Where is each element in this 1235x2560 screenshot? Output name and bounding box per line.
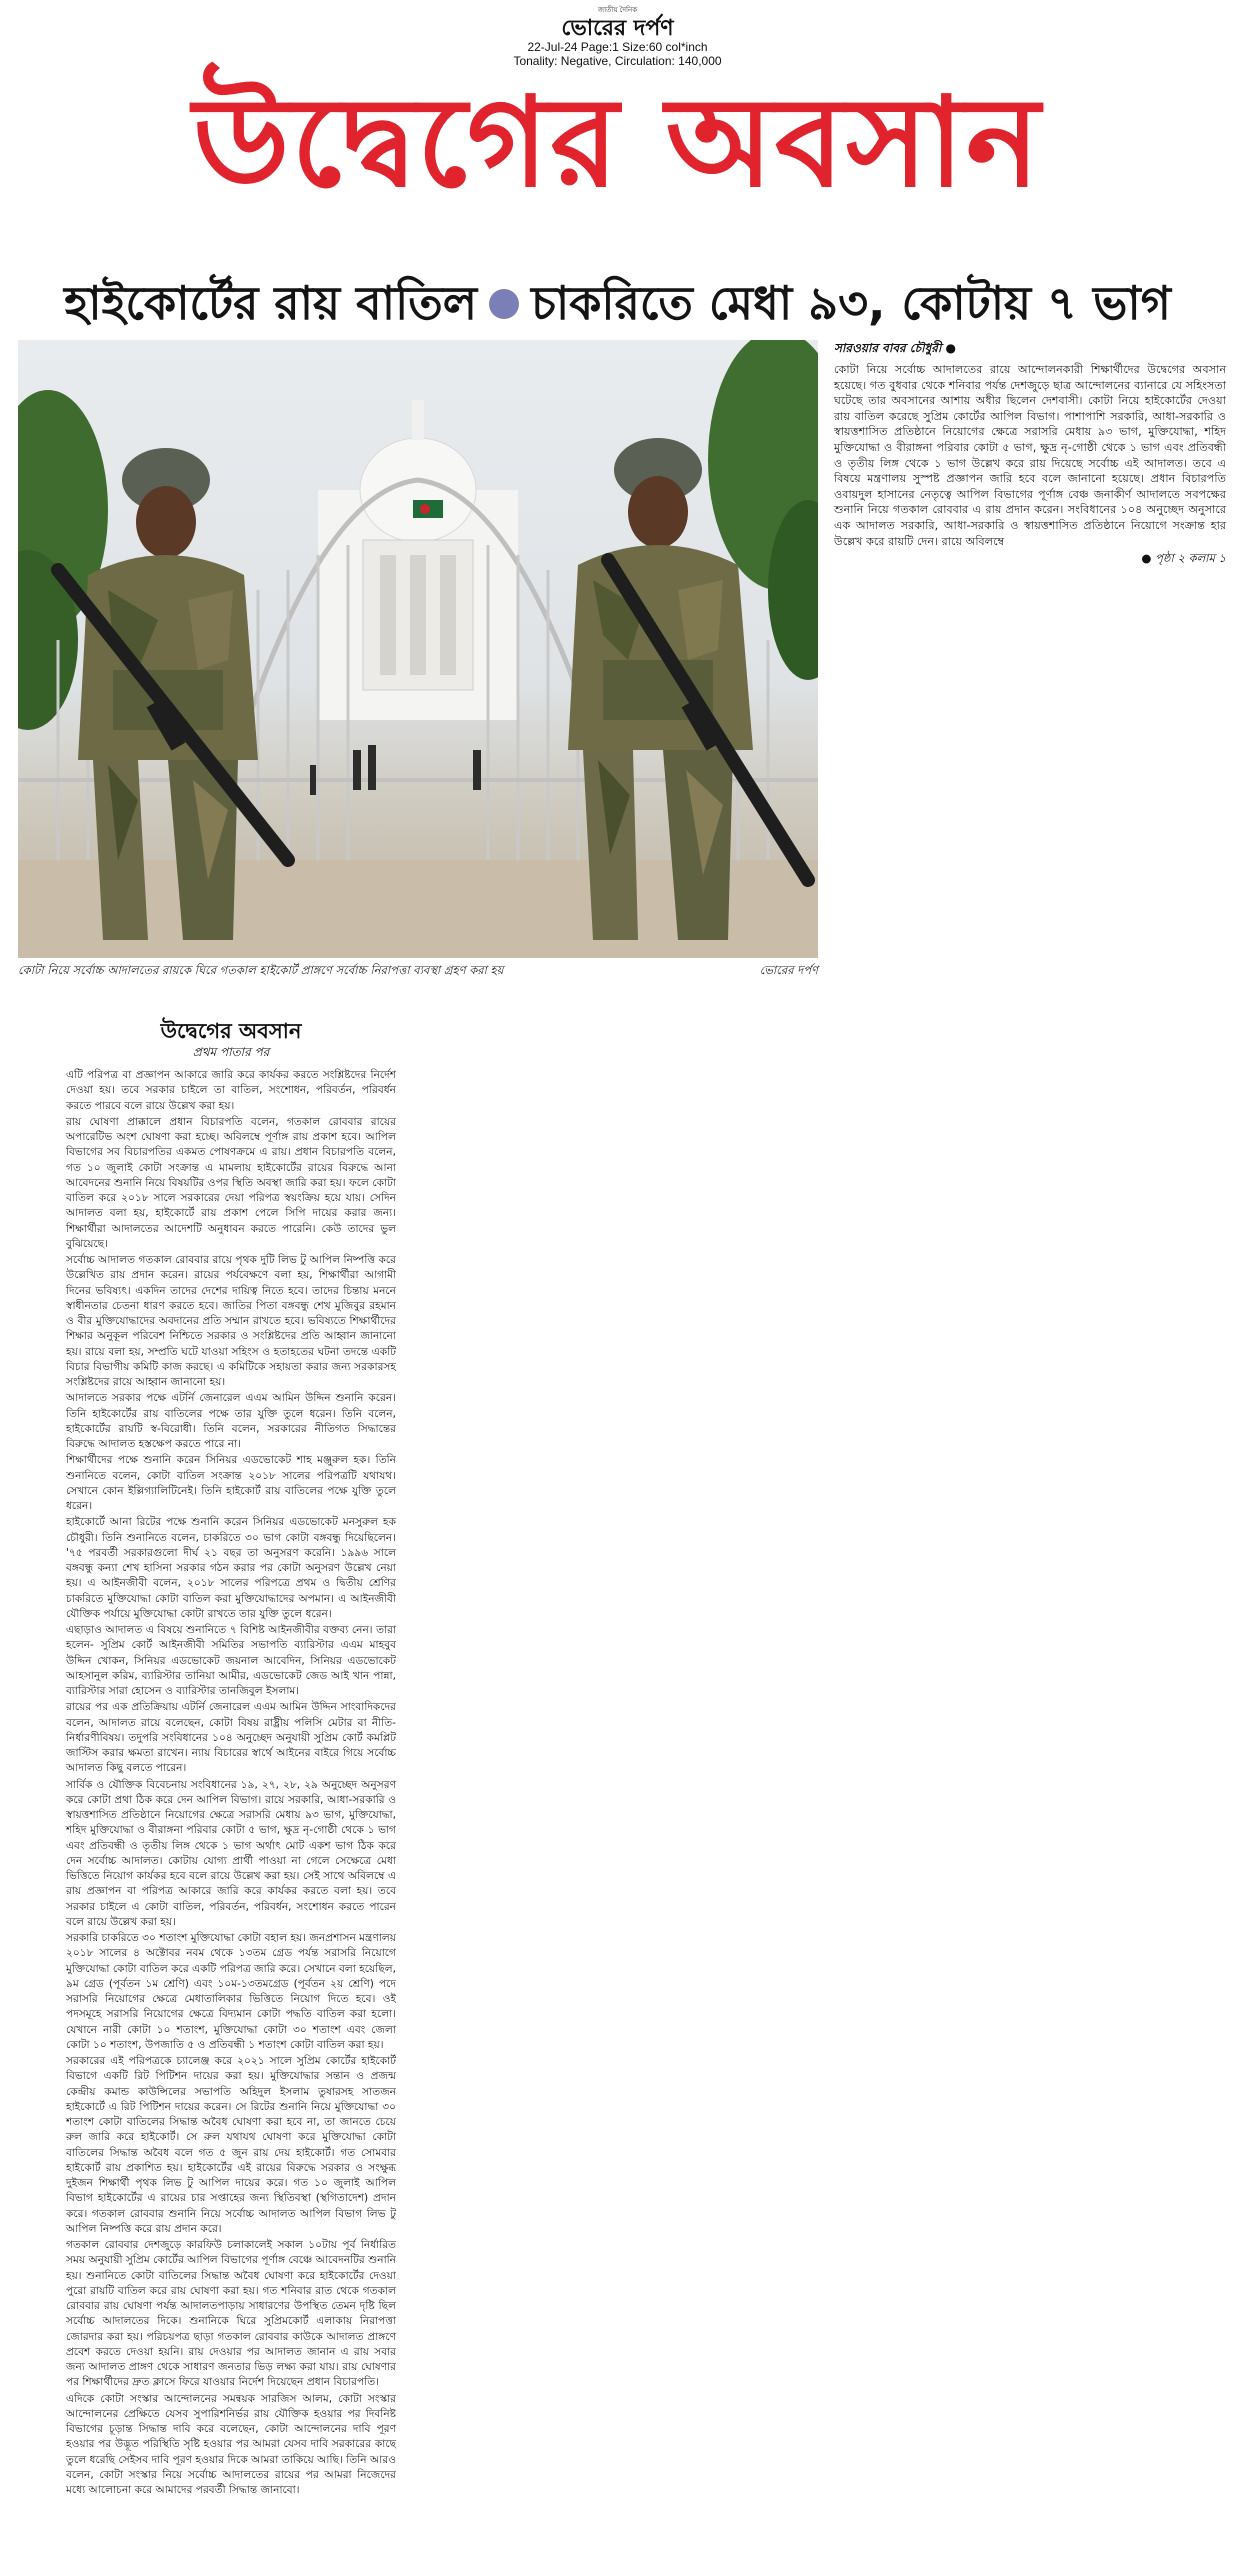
lead-article <box>834 340 1226 569</box>
bullet-dot-icon <box>489 289 519 319</box>
paragraph: হাইকোর্টে আনা রিটের পক্ষে শুনানি করেন সিনিয়র এডভোকেট মনসুরুল হক চৌধুরী। তিনি শুনানিতে বলেন, চাকরিতে ৩০ ভাগ কোটা বঙ্গবন্ধু দিয়েছিলেন। '৭৫ পরবর্তী সরকারগুলো দীর্ঘ ২১ বছর তা অনুসরণ করেনি। ১৯৯৬ সালে বঙ্গবন্ধু কন্যা শেখ হাসিনা সরকার গঠন করার পর কোটা অনুসরণ উল্লেখ নেয়া হয়। এ আইনজীবী বলেন, ২০১৮ সালের পরিপত্রে প্রথম ও দ্বিতীয় শ্রেণির চাকরিতে মুক্তিযোদ্ধা কোটা বাতিল করা মুক্তিযোদ্ধাদের অপমান। এ আইনজীবী যৌক্তিক পর্যায়ে মুক্তিযোদ্ধা কোটা রাখতে তার যুক্তি তুলে ধরেন। <box>66 1516 396 1620</box>
photo-credit: ভোরের দর্পণ <box>759 963 818 977</box>
subheadline-left: হাইকোর্টের রায় বাতিল <box>64 276 478 330</box>
paragraph: সর্বোচ্চ আদালত গতকাল রোববার রায়ে পৃথক দুটি লিভ টু আপিল নিষ্পত্তি করে উল্লেখিত রায় প্রদান করেন। রায়ের পর্যবেক্ষণে বলা হয়, শিক্ষার্থীরা আগামী দিনের ভবিষ্যৎ। একদিন তাদের দেশের দায়িত্ব নিতে হবে। তাদের চিন্তায় মননে স্বাধীনতার চেতনা ধারণ করতে হবে। জাতির পিতা বঙ্গবন্ধু শেখ মুজিবুর রহমান ও বীর মুক্তিযোদ্ধাদের অবদানের প্রতি সম্মান রাখতে হবে। ভবিষ্যতে শিক্ষার্থীদের শিক্ষার অনুকূল পরিবেশ নিশ্চিতে সরকার ও সংশ্লিষ্টদের প্রতি আহ্বান জানানো হয়। রায়ে বলা হয়, সম্প্রতি ঘটে যাওয়া সহিংস ও হতাহতের ঘটনা তদন্তে একটি বিচার বিভাগীয় কমিটি কাজ করছে। এ কমিটিকে সহায়তা করার জন্য সরকারসহ সংশ্লিষ্টদের রায়ে আহ্বান জানানো হয়। <box>66 1254 396 1388</box>
paragraph: গতকাল রোববার দেশজুড়ে কারফিউ চলাকালেই সকাল ১০টায় পূর্ব নির্ধারিত সময় অনুযায়ী সুপ্রিম কোর্টের আপিল বিভাগের পূর্ণাঙ্গ বেঞ্চে আবেদনটির শুনানি হয়। শুনানিতে কোটা বাতিলের সিদ্ধান্ত অবৈধ ঘোষণা করে হাইকোর্টের দেওয়া পুরো রায়টি বাতিল করে রায় ঘোষণা করা হয়। গত শনিবার রাত থেকে গতকাল রোববার রায় ঘোষণা পর্যন্ত আদালতপাড়ায় সাধারণের উপস্থিত তেমন দৃষ্টি ছিল সর্বোচ্চ আদালতের দিকে। শুনানিকে ঘিরে সুপ্রিমকোর্ট এলাকায় নিরাপত্তা জোরদার করা হয়। পরিচয়পত্র ছাড়া গতকাল রোববার কাউকে আদালত প্রাঙ্গণে প্রবেশ করতে দেওয়া হয়নি। রায় দেওয়ার পর আদালত জানান এ রায় সবার জন্য আদালত প্রাঙ্গণ থেকে সাধারণ জনতার ভিড় লক্ষ্য করা যায়। রায় ঘোষণার পর শিক্ষার্থীদের দ্রুত ক্লাসে ফিরে যাওয়ার নির্দেশ দিয়েছেন প্রধান বিচারপতি। <box>66 2239 396 2389</box>
paragraph: এছাড়াও আদালত এ বিষয়ে শুনানিতে ৭ বিশিষ্ট আইনজীবীর বক্তব্য নেন। তারা হলেন- সুপ্রিম কোর্ট আইনজীবী সমিতির সভাপতি ব্যারিস্টার এএম মাহবুব উদ্দিন খোকন, সিনিয়র এডভোকেট জয়নাল আবেদিন, সিনিয়র এডভোকেট আহসানুল করিম, ব্যারিস্টার তানিয়া আমীর, এডভোকেট জেড আই খান পান্না, ব্যারিস্টার সারা হোসেন ও ব্যারিস্টার তানজিবুল ইসলাম। <box>66 1624 396 1697</box>
newspaper-logo: ভোরের দর্পণ <box>561 15 674 41</box>
paragraph: রায় ঘোষণা প্রাক্কালে প্রধান বিচারপতি বলেন, গতকাল রোববার রায়ের অপারেটিভ অংশ ঘোষণা করা হচ্ছে। অবিলম্বে পূর্ণাঙ্গ রায় প্রকাশ হবে। আপিল বিভাগের সব বিচারপতির একমত পোষণক্রমে এ রায়। প্রধান বিচারপতি বলেন, গত ১০ জুলাই কোটা সংক্রান্ত এ মামলায় হাইকোর্টের রায়ের বিরুদ্ধে আনা আবেদনের শুনানি নিয়ে বিষয়টির ওপর স্থিতি অবস্থা জারি করা হয়। ফলে কোটা বাতিল করে ২০১৮ সালে সরকারের দেয়া পরিপত্র স্বয়ংক্রিয় হয়ে যায়। সেদিন আদালত বলা হয়, হাইকোর্টে রায় প্রকাশ পেলে সিপি দায়ের করার জন্য। শিক্ষার্থীরা আদালতের আদেশটি অনুধাবন করতে পারেনি। কেউ তাদের ভুল বুঝিয়েছে। <box>66 1115 396 1250</box>
soldiers-at-supreme-court-gate-photo <box>18 340 818 958</box>
paragraph: সার্বিক ও যৌক্তিক বিবেচনায় সংবিধানের ১৯, ২৭, ২৮, ২৯ অনুচ্ছেদ অনুসরণ করে কোটা প্রথা ঠিক করে দেন আপিল বিভাগ। রায়ে সরকারি, আধা-সরকারি ও স্বায়ত্তশাসিত প্রতিষ্ঠানে নিয়োগের ক্ষেত্রে সরাসরি মেধায় ৯৩ ভাগ, মুক্তিযোদ্ধা, শহিদ মুক্তিযোদ্ধা ও বীরাঙ্গনা পরিবার কোটা ৫ ভাগ, ক্ষুদ্র নৃ-গোষ্ঠী থেকে ১ ভাগ এবং প্রতিবন্ধী ও তৃতীয় লিঙ্গ থেকে ১ ভাগ অর্থাৎ মোট একশ ভাগ ঠিক করে দেন সর্বোচ্চ আদালত। কোটায় যোগ্য প্রার্থী পাওয়া না গেলে সেক্ষেত্রে মেধা ভিত্তিতে নিয়োগ কার্যকর হবে বলে রায়ে উল্লেখ করা হয়। সেই সাথে অবিলম্বে এ রায় প্রজ্ঞাপন বা পরিপত্র আকারে জারি করে কার্যকর করতে বলা হয়। তবে সরকার চাইলে এ কোটা বাতিল, পরিবর্তন, পরিবর্ধন, সংশোধন করতে পারেন বলে রায়ে উল্লেখ করা হয়। <box>66 1778 396 1928</box>
headline: উদ্বেগের অবসান <box>193 71 1042 215</box>
paragraph: শিক্ষার্থীদের পক্ষে শুনানি করেন সিনিয়র এডভোকেট শাহ মঞ্জুরুল হক। তিনি শুনানিতে বলেন, কোটা বাতিল সংক্রান্ত ২০১৮ সালের পরিপত্রটি যথাযথ। সেখানে কোন ইল্লিগ্যালিটিনেই। তিনি হাইকোর্ট রায় বাতিলের পক্ষে যুক্তি তুলে ধরেন। <box>66 1454 396 1512</box>
paragraph: সরকারের এই পরিপত্রকে চ্যালেঞ্জ করে ২০২১ সালে সুপ্রিম কোর্টের হাইকোর্ট বিভাগে একটি রিট পিটিশন দায়ের করা হয়। মুক্তিযোদ্ধার সন্তান ও প্রজন্ম কেন্দ্রীয় কমান্ড কাউন্সিলের সভাপতি অহিদুল ইসলাম তুষারসহ সাতজন হাইকোর্টে এ রিট পিটিশন দায়ের করেন। সে রিটের শুনানি নিয়ে মুক্তিযোদ্ধা ৩০ শতাংশ কোটা বাতিলের সিদ্ধান্ত অবৈধ ঘোষণা করা হবে না, তা জানতে চেয়ে রুল জারি করে হাইকোর্ট। সে রুল যথাযথ ঘোষণা করে মুক্তিযোদ্ধা কোটা বাতিলের সিদ্ধান্ত অবৈধ বলে গত ৫ জুন রায় দেয় হাইকোর্ট। গত সোমবার হাইকোর্ট রায় প্রকাশিত হয়। হাইকোর্টের এই রায়ের বিরুদ্ধে সরকার ও সংক্ষুব্ধ দুইজন শিক্ষার্থী পৃথক লিভ টু আপিল দায়ের করে। গত ১০ জুলাই আপিল বিভাগ হাইকোর্টের এ রায়ের চার সপ্তাহের জন্য স্থিতিবস্থা (স্থগিতাদেশ) প্রদান করে। গতকাল রোববার শুনানি নিয়ে সর্বোচ্চ আদালত আপিল বিভাগ লিভ টু আপিল নিষ্পত্তি করে রায় প্রদান করে। <box>66 2055 396 2235</box>
continued-marker: ● পৃষ্ঠা ২ কলাম ১ <box>1141 551 1226 566</box>
subheadline-right: চাকরিতে মেধা ৯৩, কোটায় ৭ ভাগ <box>531 276 1171 330</box>
continuation-from: প্রথম পাতার পর <box>192 1045 270 1059</box>
paragraph: সরকারি চাকরিতে ৩০ শতাংশ মুক্তিযোদ্ধা কোটা বহাল হয়। জনপ্রশাসন মন্ত্রণালয় ২০১৮ সালের ৪ অক্টোবর নবম থেকে ১৩তম গ্রেড পর্যন্ত সরাসরি নিয়োগে মুক্তিযোদ্ধা কোটা বাতিল করে একটি পরিপত্র জারি করে। সেখানে বলা হয়েছিল, ৯ম গ্রেড (পূর্বতন ১ম শ্রেণি) এবং ১০ম-১৩তমগ্রেড (পূর্বতন ২য় শ্রেণি) পদে সরাসরি নিয়োগের ক্ষেত্রে মেধাতালিকার ভিত্তিতে নিয়োগ দিতে হবে। ওই পদসমূহে সরাসরি নিয়োগের ক্ষেত্রে বিদ্যমান কোটা পদ্ধতি বাতিল করা হলো। যেখানে নারী কোটা ১০ শতাংশ, মুক্তিযোদ্ধা কোটা ৩০ শতাংশ এবং জেলা কোটা ১০ শতাংশ, উপজাতি ৫ ও প্রতিবন্ধী ১ শতাংশ কোটা বাতিল করা হয়। <box>66 1932 396 2051</box>
paragraph: রায়ের পর এক প্রতিক্রিয়ায় এটর্নি জেনারেল এএম আমিন উদ্দিন সাংবাদিকদের বলেন, আদালত রায়ে বলেছেন, কোটা বিষয় রাষ্ট্রীয় পলিসি মেটার বা নীতি-নির্ধারণীবিষয়। তদুপরি সংবিধানের ১০৪ অনুচ্ছেদ অনুযায়ী সুপ্রিম কোর্ট কমপ্লিট জাস্টিস করার ক্ষমতা রাখেন। ন্যায় বিচারের স্বার্থে আইনের বাইরে গিয়ে সর্বোচ্চ আদালত কিছু বলতে পারেন। <box>66 1701 396 1775</box>
paragraph: এদিকে কোটা সংস্কার আন্দোলনের সমন্বয়ক সারজিস আলম, কোটা সংস্কার আন্দোলনের প্রেক্ষিতে যেসব সুপারিশনির্ভর রায় যৌক্তিক হওয়ার পর দিবনিষ্ট বিভাগের চূড়ান্ত সিদ্ধান্ত দাবি করে বলেছেন, কোটা আন্দোলনের দাবি পূরণ হওয়ার পর উদ্ভূত পরিস্থিতি সৃষ্টি হওয়ার পর আমরা যেসব দাবি সরকারের কাছে তুলে ধরেছি সেইসব দাবি পূরণ হওয়ার দিকে আমরা তাকিয়ে আছি। তিনি আরও বলেন, কোটা সংস্কার নিয়ে সর্বোচ্চ আদালতের রায়ের পর আমরা নিজেদের মধ্যে আলোচনা করে আমাদের পরবর্তী সিদ্ধান্ত জানাবো। <box>66 2392 396 2496</box>
photo-caption <box>18 962 818 980</box>
clipping-stats: Tonality: Negative, Circulation: 140,000 <box>513 54 722 68</box>
paragraph: এটি পরিপত্র বা প্রজ্ঞাপন আকারে জারি করে কার্যকর করতে সংশ্লিষ্টদের নির্দেশ দেওয়া হয়। তবে সরকার চাইলে তা বাতিল, সংশোধন, পরিবর্তন, পরিবর্ধন করতে পারবে বলে রায়ে উল্লেখ করা হয়। <box>66 1069 396 1112</box>
lead-article-body: কোটা নিয়ে সর্বোচ্চ আদালতের রায়ে আন্দোলনকারী শিক্ষার্থীদের উদ্বেগের অবসান হয়েছে। গত বুধবার থেকে শনিবার পর্যন্ত দেশজুড়ে ছাত্র আন্দোলনের ব্যানারে যে সহিংসতা ঘটেছে তার অবসানের আশায় অধীর ছিলেন দেশবাসী। কোটা নিয়ে হাইকোর্টের দেওয়া রায় বাতিল করেছে সুপ্রিম কোর্টের আপিল বিভাগ। পাশাপাশি সরকারি, আধা-সরকারি ও স্বায়ত্তশাসিত প্রতিষ্ঠানে নিয়োগের ক্ষেত্রে সরাসরি মেধায় ৯৩ ভাগ, মুক্তিযোদ্ধা, শহিদ মুক্তিযোদ্ধা ও বীরাঙ্গনা পরিবার কোটা ৫ ভাগ, ক্ষুদ্র নৃ-গোষ্ঠী থেকে ১ ভাগ এবং প্রতিবন্ধী ও তৃতীয় লিঙ্গ থেকে ১ ভাগ উল্লেখ করে রায় দিয়েছে সর্বোচ্চ এই আদালত। তবে এ বিষয়ে মন্ত্রণালয় সুস্পষ্ট প্রজ্ঞাপন জারি হবে বলে জানানো হয়েছে। প্রধান বিচারপতি ওবায়দুল হাসানের নেতৃত্বে আপিল বিভাগের পূর্ণাঙ্গ বেঞ্চ জনাকীর্ণ আদালতে সবপক্ষের শুনানি নিয়ে গতকাল রোববার এ রায় প্রদান করেন। সংবিধানের ১০৪ অনুচ্ছেদ অনুসারে এক আদালত সরকারি, আধা-সরকারি ও স্বায়ত্তশাসিত প্রতিষ্ঠানে নিয়োগে সংক্রান্ত হার উল্লেখ করে রায়টি দেন। রায়ে অবিলম্বে <box>834 363 1226 548</box>
continuation-article <box>66 1018 396 2499</box>
byline: সারওয়ার বাবর চৌধুরী ● <box>834 341 956 355</box>
continuation-title: উদ্বেগের অবসান <box>160 1019 302 1043</box>
subheadline <box>0 268 1235 338</box>
photo-illustration <box>18 340 818 958</box>
clipping-info: 22-Jul-24 Page:1 Size:60 col*inch <box>527 40 708 54</box>
paragraph: আদালতে সরকার পক্ষে এটর্নি জেনারেল এএম আমিন উদ্দিন শুনানি করেন। তিনি হাইকোর্টের রায় বাতিলের পক্ষে তার যুক্তি তুলে ধরেন। তিনি বলেন, হাইকোর্টের রায়টি স্ব-বিরোধী। তিনি বলেন, সরকারের নীতিগত সিদ্ধান্তের বিরুদ্ধে আদালত হস্তক্ষেপ করতে পারে না। <box>66 1392 396 1450</box>
clipping-header <box>0 4 1235 68</box>
brand-tagline: জাতীয় দৈনিক <box>597 7 638 14</box>
caption-text: কোটা নিয়ে সর্বোচ্চ আদালতের রায়কে ঘিরে গতকাল হাইকোর্ট প্রাঙ্গণে সর্বোচ্চ নিরাপত্তা ব্যবস্থা গ্রহণ করা হয় <box>18 963 504 977</box>
